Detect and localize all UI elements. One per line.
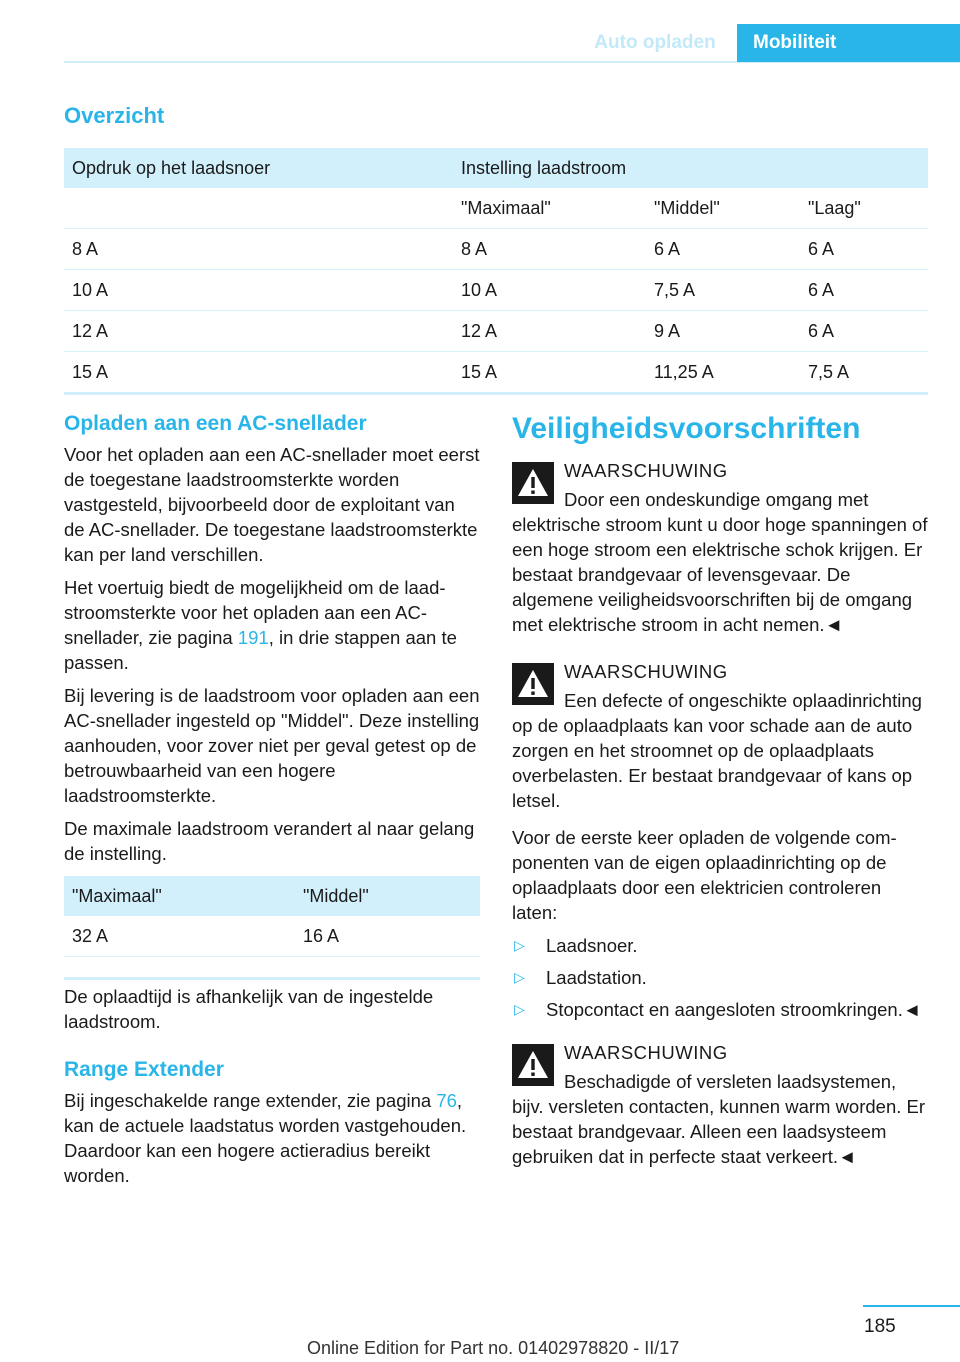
table-header-row (64, 876, 480, 916)
warning-text: Een defecte of ongeschikte oplaadinrichting op de oplaadplaats kan voor schade aan de auto zorgen en het stroomnet op de oplaadplaats overbelasten. Er bestaat brandgevaar of kans op letsel. (512, 690, 922, 811)
table-cell: 8 A (453, 229, 646, 270)
table-cell: 6 A (800, 229, 928, 270)
right-column (512, 412, 928, 1181)
table-cell: 15 A (64, 352, 453, 394)
footer-rule (863, 1305, 960, 1307)
table-row (64, 229, 928, 270)
table-subheader-row (64, 188, 928, 229)
table-cell: 6 A (800, 270, 928, 311)
list-item: ▷ Stopcontact en aangesloten stroomkringen.◄ (514, 999, 922, 1020)
chapter-tab[interactable]: Auto opladen (594, 32, 716, 53)
table-header-row (64, 148, 928, 188)
section-tab[interactable]: Mobiliteit (737, 24, 960, 62)
table-cell: 10 A (453, 270, 646, 311)
subheader-laag: "Laag" (800, 188, 928, 229)
bullet-triangle-icon: ▷ (514, 969, 525, 985)
range-extender-heading: Range Extender (64, 1058, 224, 1081)
table-row (64, 352, 928, 394)
table-cell: 10 A (64, 270, 453, 311)
table-row (64, 916, 480, 957)
warning-block (512, 458, 928, 637)
table-cell: 8 A (64, 229, 453, 270)
bullet-triangle-icon: ▷ (514, 937, 525, 953)
ac-fast-charger-heading: Opladen aan een AC-snellader (64, 412, 367, 435)
header-middel: "Middel" (295, 876, 480, 916)
header-cable-print: Opdruk op het laadsnoer (64, 148, 453, 188)
subheader-maximaal: "Maximaal" (453, 188, 646, 229)
table-row (64, 311, 928, 352)
subheader-middel: "Middel" (646, 188, 800, 229)
header-maximaal: "Maximaal" (64, 876, 295, 916)
ac-current-table (64, 876, 480, 980)
overview-title: Overzicht (64, 103, 165, 128)
header-current-setting: Instelling laadstroom (453, 148, 928, 188)
table-cell: 12 A (64, 311, 453, 352)
warning-text: Beschadigde of versleten laadsystemen, bijv. versleten contacten, kunnen warm worden. Er bestaat brandgevaar. Alleen een laadsysteem gebruiken dat in perfecte staat verkeert.◄ (512, 1071, 926, 1167)
warning-block (512, 659, 928, 813)
table-cell: 6 A (800, 311, 928, 352)
warning-triangle-icon (512, 663, 554, 705)
paragraph: Voor het opladen aan een AC-snellader moet eerst de toegestane laadstroomsterkte worden vastgesteld, bijvoorbeeld door de exploitant van de AC-snellader. De toegestane laadstroomsterkte kan per land verschillen. (64, 444, 480, 565)
table-cell: 7,5 A (646, 270, 800, 311)
table-cell: 7,5 A (800, 352, 928, 394)
warning-text: Door een ondeskundige omgang met elektrische stroom kunt u door hoge spanningen of een hoge stroom een elektrische schok krijgen. Er bestaat brandgevaar of levensgevaar. De algemene veiligheidsvoorschriften bij de omgang met elektrische stroom in acht nemen.◄ (512, 489, 928, 635)
page-number: 185 (864, 1316, 896, 1337)
left-column-lower (64, 984, 480, 1196)
table-cell: 6 A (646, 229, 800, 270)
warning-label: WAARSCHUWING (564, 661, 728, 682)
table-cell: 16 A (295, 916, 480, 957)
table-spacer-row (64, 957, 480, 979)
bullet-triangle-icon: ▷ (514, 1001, 525, 1017)
paragraph: Het voertuig biedt de mogelijkheid om de laadstroomsterkte voor het opladen aan een AC-snellader, zie pagina 191, in drie stappen aan te passen. (64, 577, 457, 673)
table-row (64, 270, 928, 311)
table-cell: 15 A (453, 352, 646, 394)
paragraph: De oplaadtijd is afhankelijk van de ingestelde laadstroom. (64, 986, 434, 1032)
page-link-191[interactable]: 191 (237, 627, 269, 648)
warning-label: WAARSCHUWING (564, 1042, 728, 1063)
table-cell: 32 A (64, 916, 295, 957)
safety-heading: Veiligheidsvoorschriften (512, 412, 861, 445)
component-list (512, 933, 928, 1022)
paragraph: Bij levering is de laadstroom voor opladen aan een AC-snellader ingesteld op "Middel". Deze instelling aanhouden, voor zover niet per geval getest op de betrouwbaarheid van een hogere laadstroomsterkte. (64, 685, 480, 806)
warning-triangle-icon (512, 1044, 554, 1086)
table-cell: 12 A (453, 311, 646, 352)
warning-block (512, 1040, 928, 1169)
warning-label: WAARSCHUWING (564, 460, 728, 481)
paragraph: Bij ingeschakelde range extender, zie pagina 76, kan de actuele laadstatus worden vastgehouden. Daardoor kan een hogere actieradius bereikt worden. (64, 1090, 467, 1186)
table-cell: 9 A (646, 311, 800, 352)
table-cell: 11,25 A (646, 352, 800, 394)
footer-edition-note: Online Edition for Part no. 01402978820 - II/17 (307, 1338, 680, 1358)
page-link-76[interactable]: 76 (436, 1090, 457, 1111)
paragraph: Voor de eerste keer opladen de volgende componenten van de eigen oplaadinrichting op de oplaadplaats door een elektricien controleren laten: (512, 827, 897, 923)
list-item: ▷ Laadsnoer. (514, 935, 638, 956)
left-column (64, 412, 480, 874)
warning-triangle-icon (512, 462, 554, 504)
charge-current-table (64, 148, 928, 395)
paragraph: De maximale laadstroom verandert al naar gelang de instelling. (64, 818, 475, 864)
list-item: ▷ Laadstation. (514, 967, 647, 988)
